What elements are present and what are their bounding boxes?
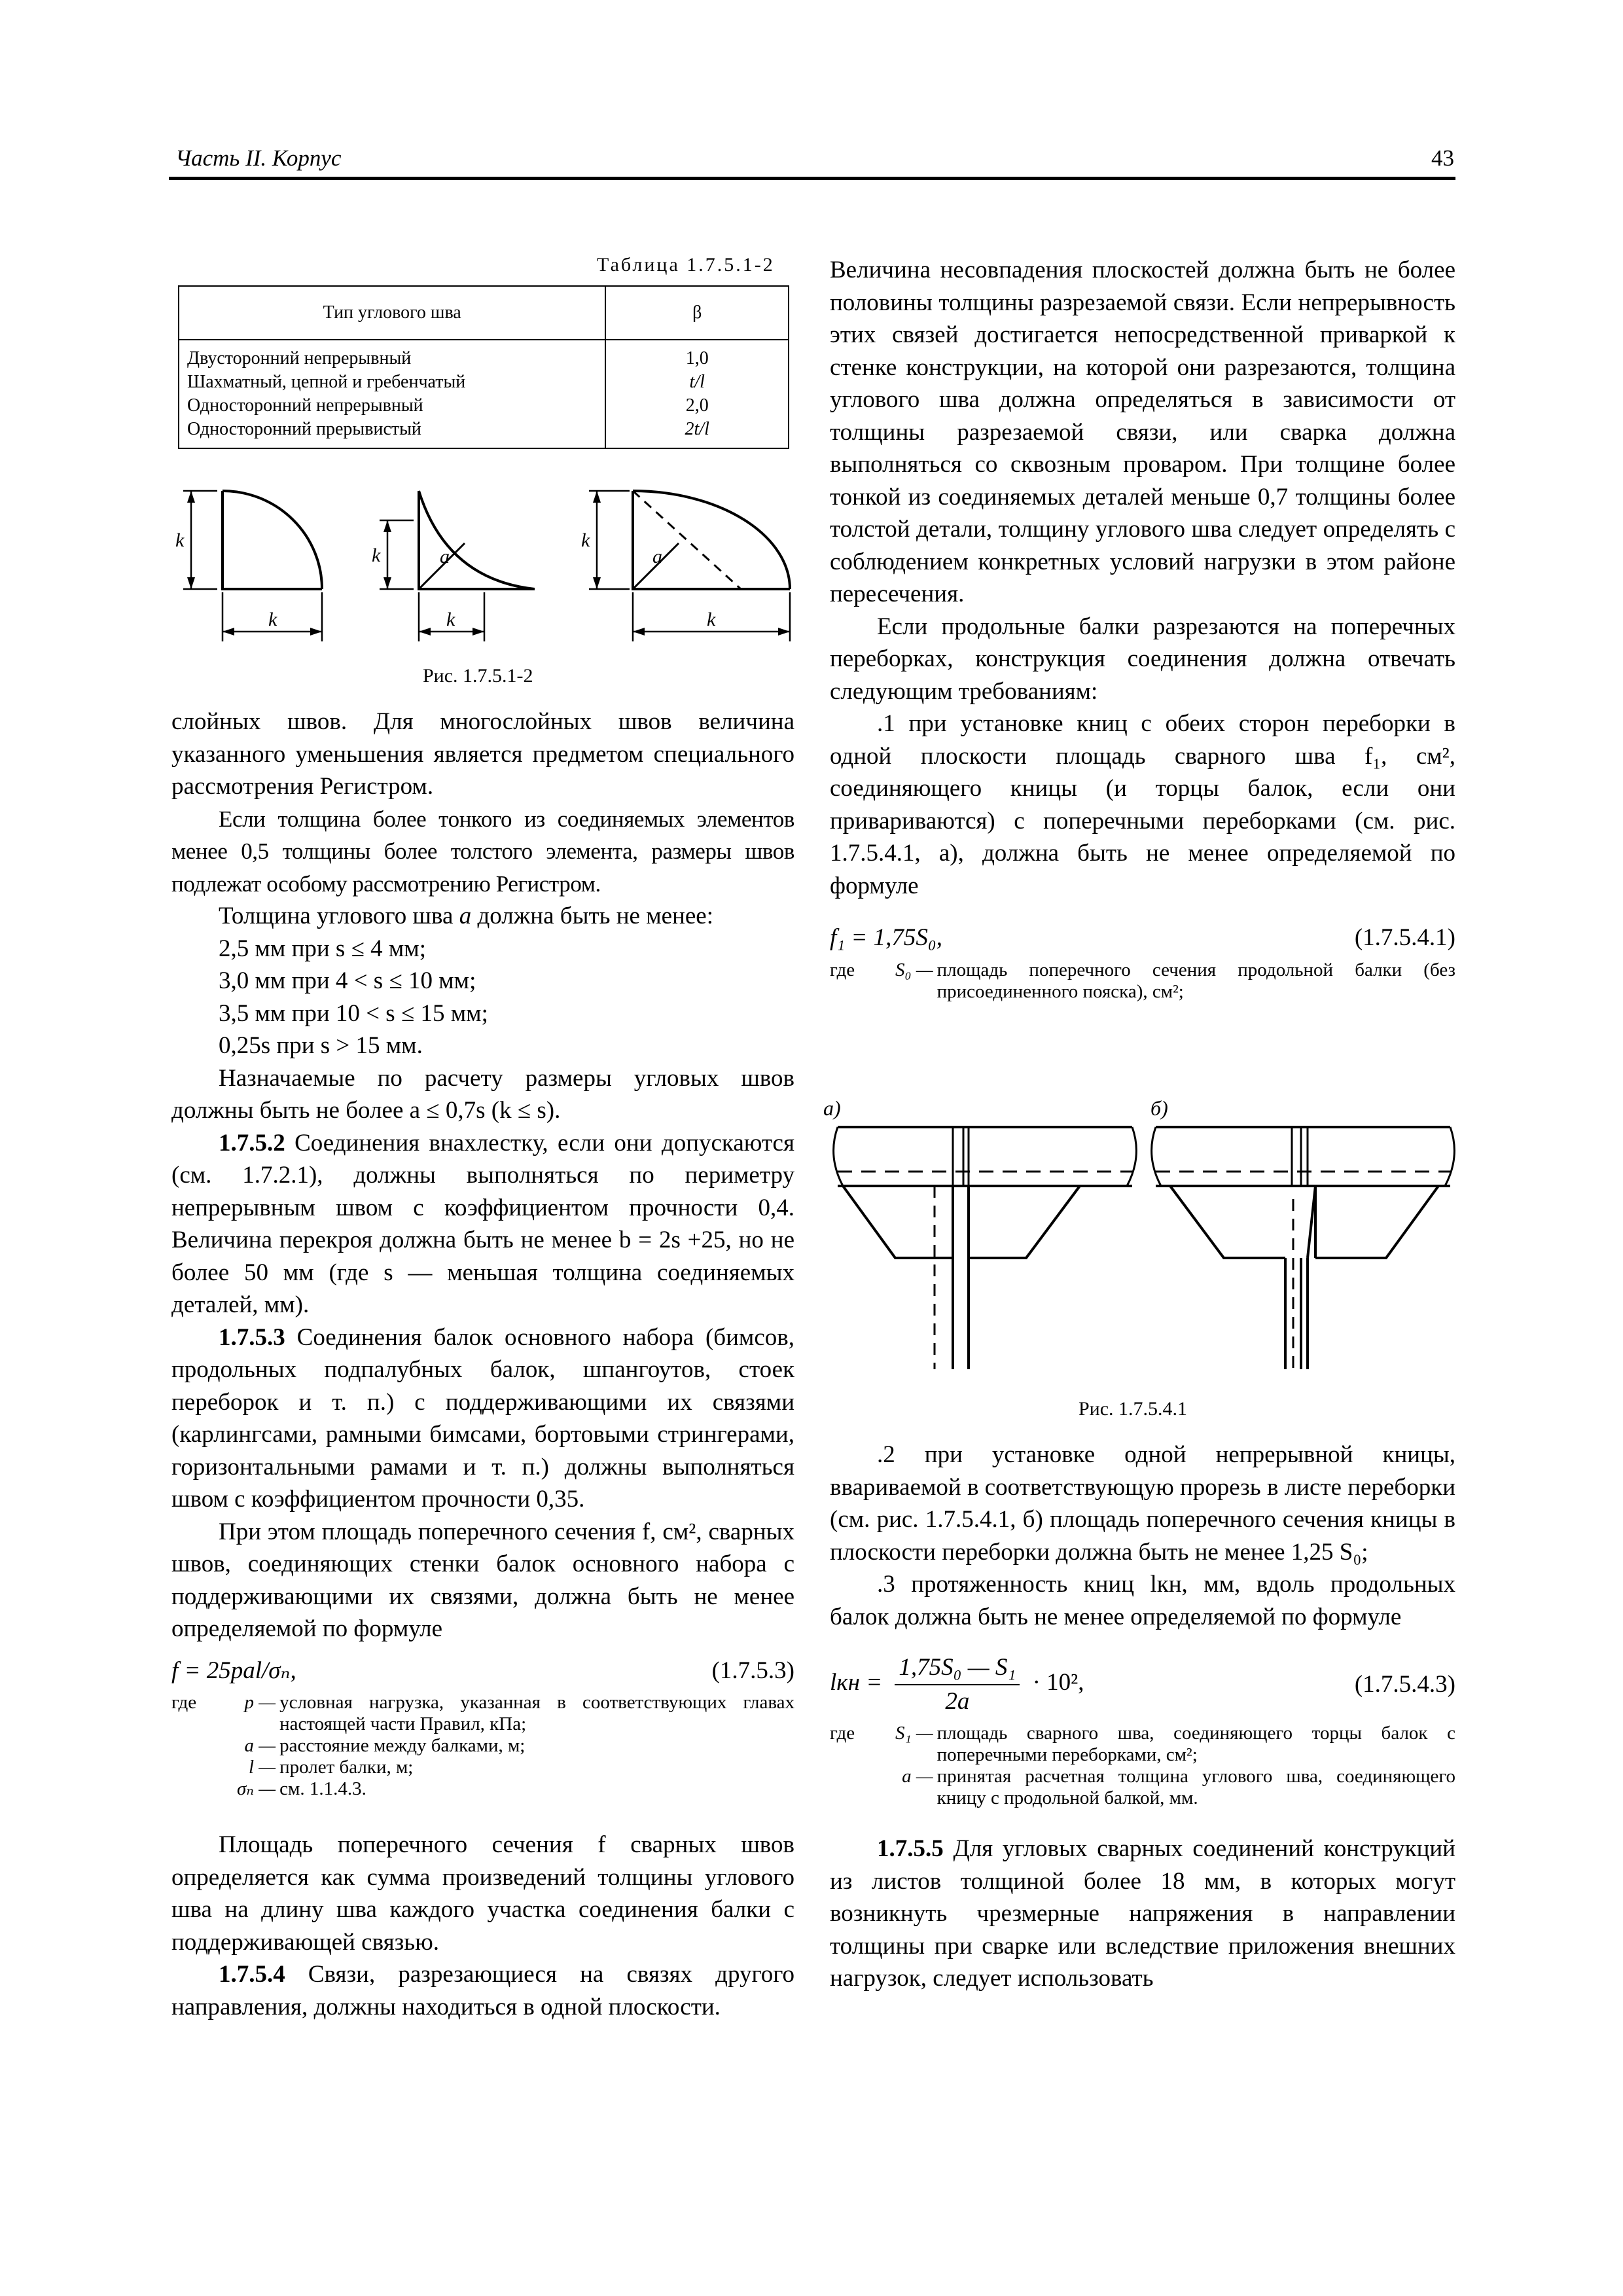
list-item: 0,25s при s > 15 мм. [219, 1032, 423, 1059]
paragraph: .3 протяженность книц lкн, мм, вдоль продольных балок должна быть не менее определяемой по формуле [830, 1571, 1455, 1630]
section-1-7-5-5: 1.7.5.5 Для угловых сварных соединений конструкций из листов толщиной более 18 мм, в которых могут возникнуть чрезмерные напряжения в направлении толщины при сварке или вследствие приложения внешних нагрузок, следует использовать [830, 1835, 1455, 1992]
paragraph: Если толщина более тонкого из соединяемых элементов менее 0,5 толщины более толстого элемента, размеры швов подлежат особому рассмотрению Регистром. [171, 806, 794, 897]
paragraph: При этом площадь поперечного сечения f, см², сварных швов, соединяющих стенки балок основного набора с поддерживающими их связями, должна быть не менее определяемой по формуле [171, 1518, 794, 1642]
paragraph: Величина несовпадения плоскостей должна быть не более половины толщины разрезаемой связи. Если непрерывность этих связей достигается непосредственной приваркой к стенке конструкции, на которой они разрезаются, толщина углового шва должна определяться в зависимости от толщины разрезаемой связи, или сварка должна выполняться со сквозным проваром. При толщине более тонкой из соединяемых деталей меньше 0,7 толщины более толстой детали, толщину углового шва следует определять с соблюдением конкретных условий нагрузки в этом районе пересечения. [830, 257, 1455, 607]
figure-fillet-weld-profiles [171, 471, 800, 694]
dim-label-k: k [175, 529, 185, 551]
dim-label-k: k [446, 609, 455, 630]
weld-profile-concave [419, 491, 535, 589]
page-number: 43 [1431, 145, 1454, 171]
figure-bracket-connections [823, 1094, 1465, 1428]
dim-label-k: k [268, 609, 277, 630]
figure-caption: Рис. 1.7.5.4.1 [1079, 1398, 1188, 1420]
weld-profile-convex [223, 491, 322, 589]
paragraph: слойных швов. Для многослойных швов величина указанного уменьшения является предметом специального рассмотрения Регистром. [171, 708, 794, 800]
paragraph: Назначаемые по расчету размеры угловых швов должны быть не более a ≤ 0,7s (k ≤ s). [171, 1064, 794, 1124]
table-cell: 2,0 [685, 395, 709, 416]
formula-1-7-5-4-1: f₁ = 1,75S₀, (1.7.5.4.1) [830, 924, 1455, 951]
left-column [171, 706, 794, 2023]
paragraph: Толщина углового шва a должна быть не менее: [219, 903, 713, 929]
section-1-7-5-4: 1.7.5.4 Связи, разрезающиеся на связях другого направления, должны находиться в одной плоскости. [171, 1961, 794, 2020]
weld-profile-convex-throat [633, 491, 790, 589]
paragraph: Площадь поперечного сечения f сварных швов определяется как сумма произведений толщины углового шва на длину шва каждого участка соединения балки с поддерживающей связью. [171, 1831, 794, 1956]
table-cell: Двусторонний непрерывный [187, 348, 412, 368]
formula-1-7-5-4-3: lкн = $\frac{\text{1,75S₀ — S₁}}{2a}$ · 10², (1.7.5.4.3) [830, 1651, 1455, 1717]
table-cell: 2t/l [685, 419, 709, 439]
dim-label-a: a [440, 546, 450, 567]
table-cell: Односторонний непрерывный [187, 395, 423, 416]
dim-label-k: k [581, 529, 590, 551]
section-1-7-5-3: 1.7.5.3 Соединения балок основного набора (бимсов, продольных подпалубных балок, шпангоутов, стоек переборок и т. п.) с поддерживающими их связями (карлингсами, рамными бимсами, бортовыми стрингерами, горизонтальными рамами и т. п.) должны выполняться швом с коэффициентом прочности 0,35. [171, 1323, 794, 1513]
paragraph: .2 при установке одной непрерывной кницы, ввариваемой в соответствующую прорезь в листе переборки (см. рис. 1.7.5.4.1, б) площадь поперечного сечения кницы в плоскости переборки должна быть не менее 1,25 S₀; [830, 1441, 1455, 1566]
list-item: 2,5 мм при s ≤ 4 мм; [219, 935, 426, 962]
right-column [830, 254, 1455, 1003]
table-cell: 1,0 [685, 348, 709, 368]
table-header-row [179, 286, 789, 340]
dim-label-k: k [707, 609, 716, 630]
table-header-beta: β [605, 286, 789, 340]
variant-b-drawing [1152, 1127, 1455, 1369]
table-cell: Шахматный, цепной и гребенчатый [187, 372, 466, 392]
dim-label-k: k [372, 545, 381, 566]
section-1-7-5-2: 1.7.5.2 Соединения внахлестку, если они допускаются (см. 1.7.2.1), должны выполняться по периметру непрерывным швом с коэффициентом прочности 0,4. Величина перекроя должна быть не менее b = 2s +25, но не более 50 мм (где s — меньшая толщина соединяемых деталей, мм). [171, 1129, 794, 1318]
paragraph: .1 при установке книц с обеих сторон переборки в одной плоскости площадь сварного шва f₁, см², соединяющего кницы (и торцы балок, если они привариваются) с поперечными переборками (см. рис. 1.7.5.4.1, а), должна быть не менее определяемой по формуле [830, 710, 1455, 899]
figure-label-b: б) [1150, 1096, 1168, 1120]
formula-legend: где S₀ — площадь поперечного сечения продольной балки (без присоединенного пояска), см²; [830, 959, 1455, 1002]
table-header-type: Тип углового шва [179, 286, 605, 340]
formula-legend: где p — условная нагрузка, указанная в соответствующих главах настоящей части Правил, кПа; a — расстояние между балками, м; l — пролет балки, м; σₙ — см. 1.1.4.3. [171, 1692, 794, 1799]
figure-caption: Рис. 1.7.5.1-2 [423, 665, 533, 687]
weld-type-table [178, 285, 789, 449]
min-thickness-list [171, 933, 794, 1062]
right-column-lower [830, 1439, 1455, 1995]
table-caption: Таблица 1.7.5.1-2 [597, 254, 775, 276]
variant-a-drawing [834, 1127, 1137, 1369]
list-item: 3,5 мм при 10 < s ≤ 15 мм; [219, 999, 488, 1027]
table-body-row [179, 340, 789, 448]
dim-label-a: a [652, 546, 662, 567]
header-rule [169, 177, 1455, 180]
table-cell: Односторонний прерывистый [187, 419, 421, 439]
paragraph: Если продольные балки разрезаются на поперечных переборках, конструкция соединения должна отвечать следующим требованиям: [830, 613, 1455, 705]
figure-label-a: а) [823, 1096, 841, 1120]
running-header-title: Часть II. Корпус [175, 145, 342, 171]
table-cell: t/l [689, 372, 705, 392]
formula-1-7-5-3: f = 25pal/σₙ, (1.7.5.3) [171, 1657, 794, 1684]
formula-legend: где S₁ — площадь сварного шва, соединяющего торцы балок с поперечными переборками, см²; a — принятая расчетная толщина углового шва, соединяющего кницу с продольной балкой, мм. [830, 1723, 1455, 1808]
list-item: 3,0 мм при 4 < s ≤ 10 мм; [219, 967, 476, 994]
